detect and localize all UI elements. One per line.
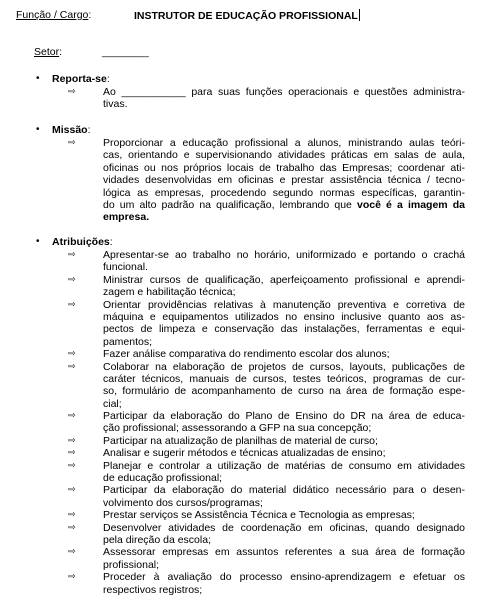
funcao-colon: : [88,9,92,21]
arrow-right-icon: ⇨ [68,411,76,422]
missao-line: oficinas ou nos próprios locais de trabalho das Empresas; coordenar ati- [103,161,465,174]
list-item [0,137,465,224]
arrow-right-icon: ⇨ [68,485,76,496]
list-item [0,249,465,274]
atribuicao-line: pamentos; [103,335,153,348]
list-item [0,274,465,299]
list-item [0,546,465,571]
atribuicao-line: Fazer análise comparativa do rendimento escolar dos alunos; [103,348,390,361]
bullet-icon: • [36,73,40,84]
funcao-label-text: Função / Cargo [16,9,89,21]
arrow-right-icon: ⇨ [68,274,76,285]
arrow-right-icon: ⇨ [68,522,76,533]
funcao-value[interactable] [134,9,360,22]
list-item [0,522,465,547]
list-item [0,509,465,521]
list-item [0,435,465,447]
atribuicoes-label-text: Atribuições [52,236,110,248]
atribuicao-line: Planejar e controlar a utilização de matérias de consumo em atividades [103,459,465,472]
atribuicao-line: pela direção da escola; [103,533,211,546]
atribuicao-line: Ministrar cursos de qualificação, aperfeiçoamento profissional e aprendi- [103,273,465,286]
atribuicao-line: de educação profissional; [103,472,223,485]
atribuicao-line: funcional. [103,261,148,274]
atribuicoes-colon: : [109,236,113,248]
reporta-label [52,73,110,85]
missao-line: Proporcionar a educação profissional a alunos, ministrando aulas teóri- [103,137,465,149]
list-item [0,460,465,485]
missao-line-text: do um alto padrão na qualificação, lembrando que [103,198,357,211]
arrow-right-icon: ⇨ [68,510,76,521]
arrow-right-icon: ⇨ [68,87,76,97]
atribuicao-line: Apresentar-se ao trabalho no horário, uniformizado e portando o crachá [103,249,465,261]
arrow-right-icon: ⇨ [68,448,76,459]
reporta-colon: : [106,73,110,85]
funcao-label [16,9,91,21]
reporta-label-text: Reporta-se [52,73,107,85]
arrow-right-icon: ⇨ [68,572,76,583]
atribuicoes-items [0,249,500,596]
atribuicao-line: Participar na atualização de planilhas de material de curso; [103,434,378,447]
list-item [0,86,465,111]
atribuicao-line: zagem e habilitação técnica; [103,286,236,299]
missao-bold-text: você é a imagem da [356,198,465,211]
text-cursor [359,9,360,21]
atribuicao-line: pectos de limpeza e conservação das instalações, ferramentas e equi- [103,323,465,336]
missao-line [103,199,465,211]
list-item [0,410,465,435]
atribuicao-line: cial; [103,397,122,410]
arrow-right-icon: ⇨ [68,460,76,471]
atribuicoes-label [52,236,113,248]
missao-line: lógica as empresas, procedendo segundo normas específicas, garantin- [103,186,465,199]
bullet-icon: • [36,236,40,247]
atribuicao-line: caráter técnicos, manuais de cursos, testes teóricos, programas de cur- [103,372,465,385]
atribuicao-line: respectivos registros; [103,583,203,596]
list-item [0,361,465,411]
atribuicao-line: Participar da elaboração do material didático necessário para o desen- [103,484,465,497]
setor-label-text: Setor [34,46,60,58]
missao-items [0,137,500,224]
setor-row [34,46,149,58]
list-item [0,299,465,349]
atribuicao-line: so, formulário de acompanhamento de curso na área de formação espe- [103,385,465,398]
list-item [0,447,465,459]
reporta-line: tivas. [103,98,128,111]
missao-label [52,124,91,136]
atribuicao-line: Assessorar empresas em assuntos referentes a sua área de formação [103,546,465,559]
arrow-right-icon: ⇨ [68,349,76,360]
reporta-line: Ao ___________ para suas funções operacionais e questões administra- [103,86,465,98]
list-item [0,348,465,360]
list-item [0,484,465,509]
missao-colon: : [87,124,91,136]
bullet-icon: • [36,124,40,135]
funcao-value-text: INSTRUTOR DE EDUCAÇÃO PROFISSIONAL [134,10,358,22]
atribuicao-line: Orientar providências relativas à manutenção preventiva e corretiva de [103,298,465,311]
atribuicao-line: Prestar serviços se Assistência Técnica e Tecnologia as empresas; [103,509,415,522]
arrow-right-icon: ⇨ [68,250,76,260]
setor-label [34,46,62,58]
reporta-items [0,86,500,111]
atribuicao-line: máquina e equipamentos utilizados no ensino inclusive quanto aos as- [103,310,465,323]
arrow-right-icon: ⇨ [68,435,76,446]
atribuicao-line: Analisar e sugerir métodos e técnicas atualizadas de ensino; [103,447,386,460]
missao-label-text: Missão [52,124,88,136]
atribuicao-line: profissional; [103,558,160,571]
arrow-right-icon: ⇨ [68,547,76,558]
atribuicao-line: Participar da elaboração do Plano de Ensino do DR na área de educa- [103,410,465,423]
arrow-right-icon: ⇨ [68,299,76,310]
list-item [0,571,465,596]
atribuicao-line: ção profissional; assessorando a GFP na sua concepção; [103,422,372,435]
arrow-right-icon: ⇨ [68,361,76,372]
setor-blank: ________ [102,46,149,58]
arrow-right-icon: ⇨ [68,138,76,148]
missao-line: cas, orientando e supervisionando atividades práticas em salas de aula, [103,149,465,162]
atribuicao-line: Proceder à avaliação do processo ensino-aprendizagem e efetuar os [103,571,465,584]
setor-colon: : [59,46,63,58]
atribuicao-line: Colaborar na elaboração de projetos de cursos, layouts, publicações de [103,360,465,373]
missao-line: empresa. [103,211,150,224]
atribuicao-line: volvimento dos cursos/programas; [103,496,263,509]
atribuicao-line: Desenvolver atividades de coordenação em oficinas, quando designado [103,521,465,534]
missao-line: vidades desenvolvidas em oficinas e prestar assistência técnica / tecno- [103,174,465,187]
